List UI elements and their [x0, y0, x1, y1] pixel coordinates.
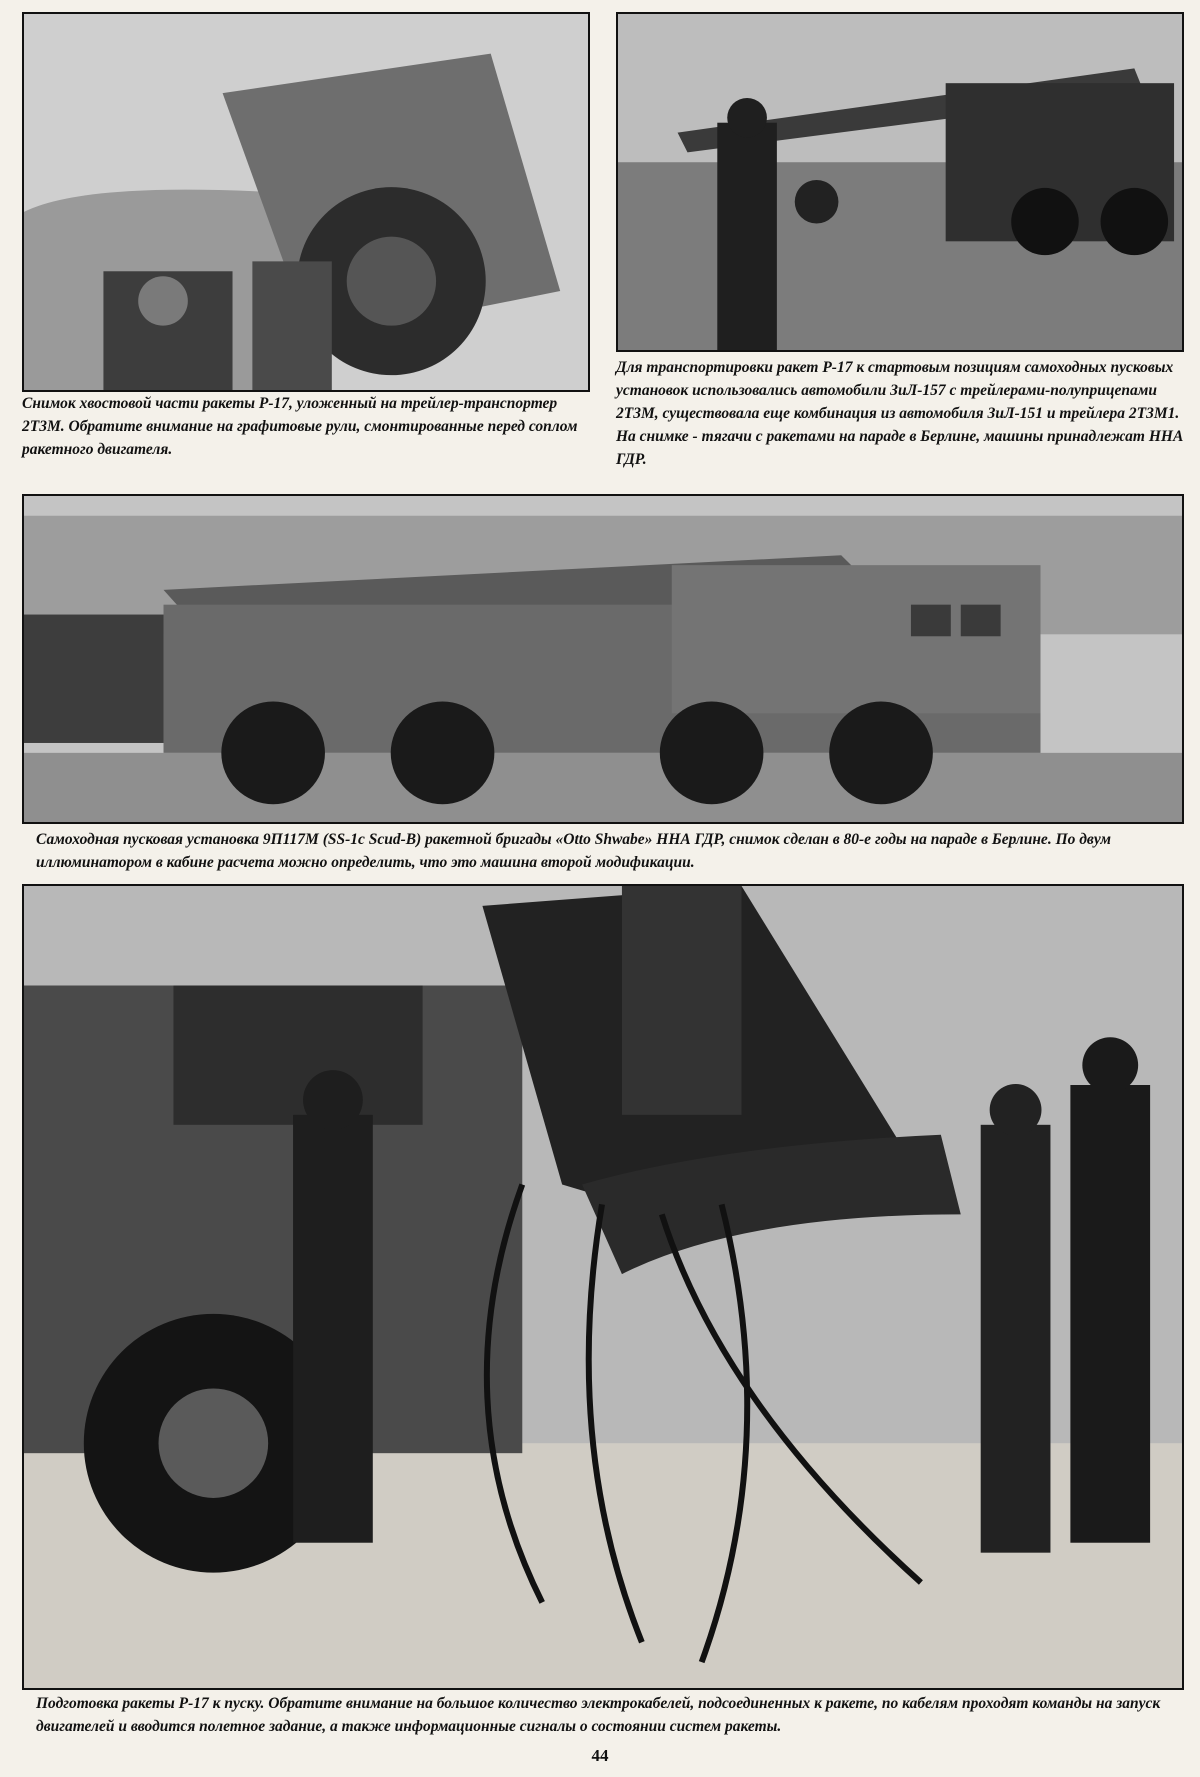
- photo-tail-section: [22, 12, 590, 392]
- caption-parade-trucks: Для транспортировки ракет Р-17 к стартовым позициям самоходных пусковых установок использовались автомобили ЗиЛ-157 с трейлерами-полуприцепами 2Т3М, существовала еще комбинация из автомобиля ЗиЛ-151 и трейлера 2Т3М1. На снимке - тягачи с ракетами на параде в Берлине, машины принадлежат ННА ГДР.: [616, 359, 1184, 468]
- caption-launch-prep: Подготовка ракеты Р-17 к пуску. Обратите внимание на большое количество электрокабелей, подсоединенных к ракете, по кабелям проходят команды на запуск двигателей и вводится полетное задание, а также информационные сигналы о состоянии систем ракеты.: [36, 1695, 1161, 1735]
- page-number: 44: [591, 1746, 609, 1765]
- caption-launcher-9p117m: Самоходная пусковая установка 9П117М (SS-1c Scud-B) ракетной бригады «Otto Shwabe» ННА ГДР, снимок сделан в 80-е годы на параде в Берлине. По двум иллюминатором в кабине расчета можно определить, что это машина второй модификации.: [36, 831, 1111, 871]
- caption-tail-section: Снимок хвостовой части ракеты Р-17, уложенный на трейлер-транспортер 2Т3М. Обратите внимание на графитовые рули, смонтированные перед соплом ракетного двигателя.: [22, 395, 578, 458]
- photo-launch-prep: [22, 884, 1184, 1690]
- photo-parade-trucks: [616, 12, 1184, 352]
- photo-launcher-9p117m: [22, 494, 1184, 824]
